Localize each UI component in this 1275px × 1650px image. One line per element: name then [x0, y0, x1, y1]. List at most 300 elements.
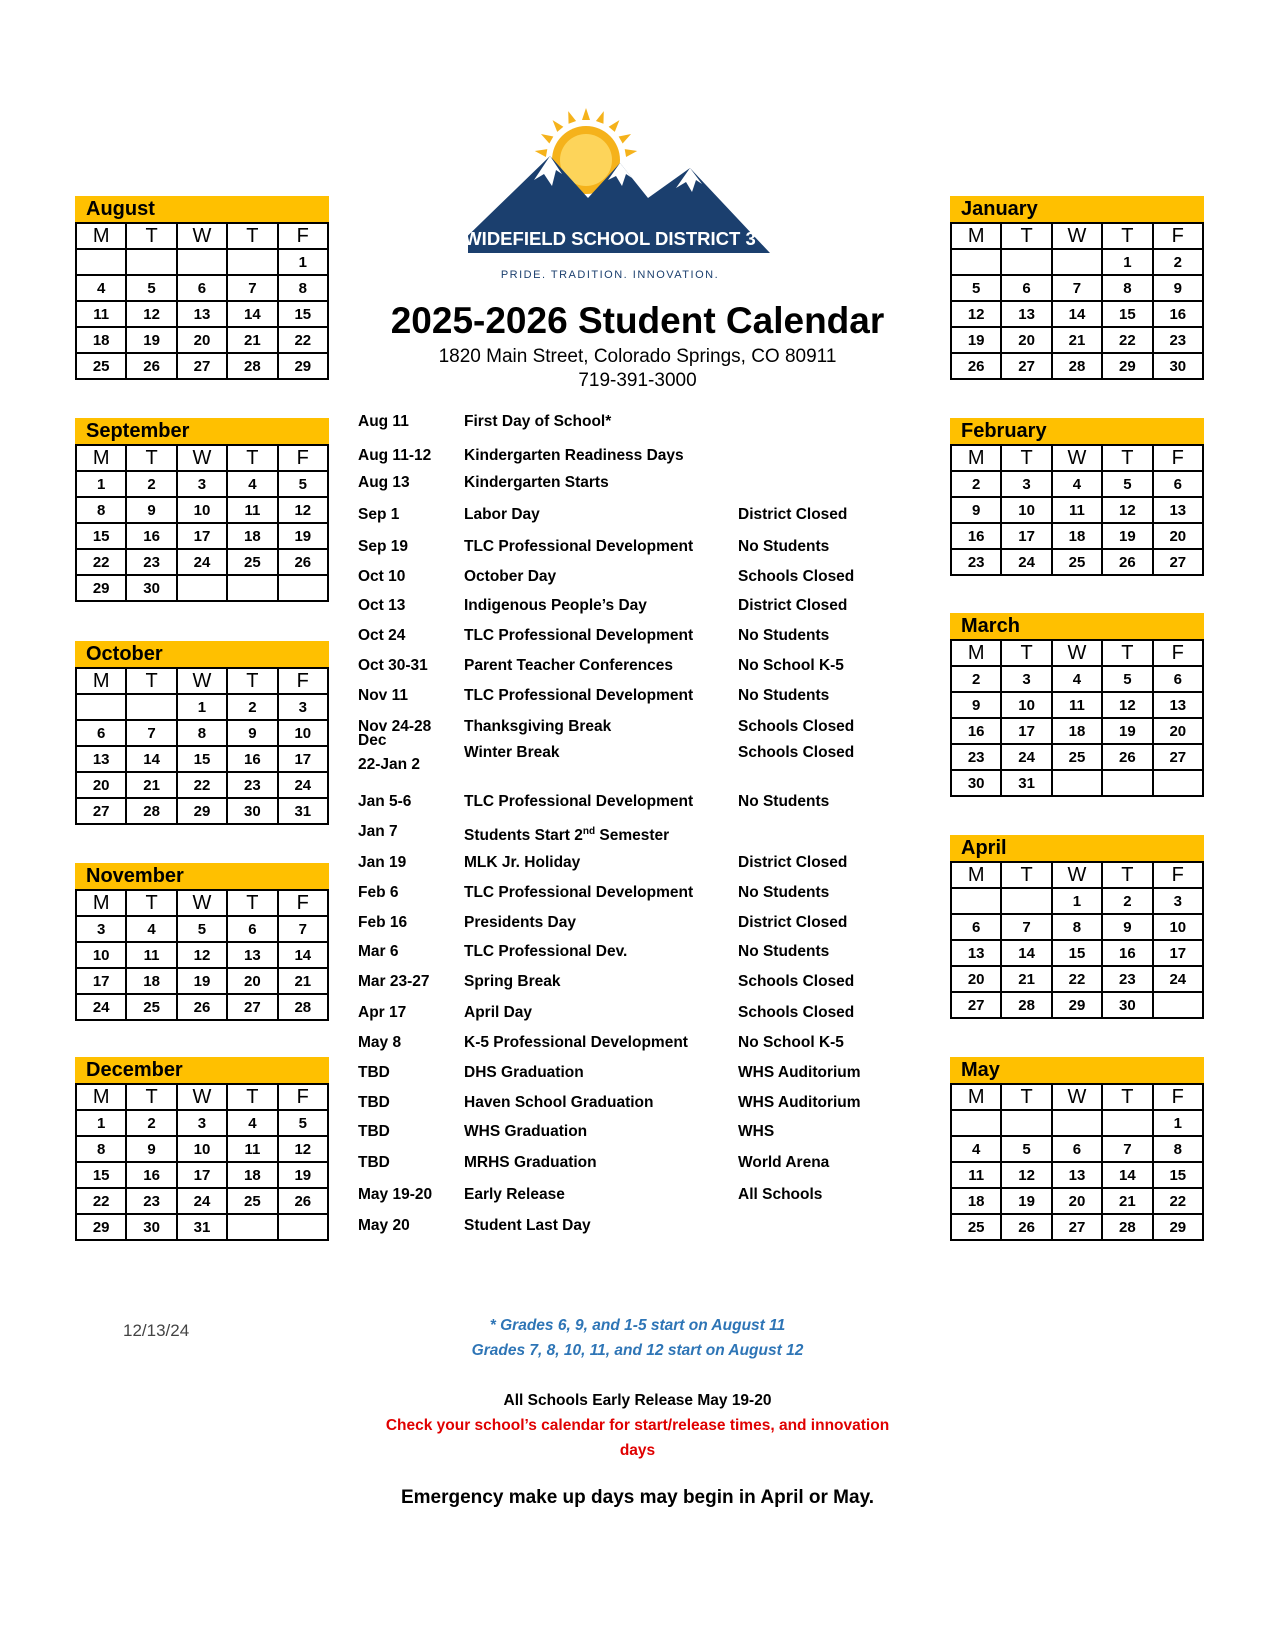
- week-row: [76, 1110, 328, 1136]
- day-cell: 3: [177, 1110, 227, 1136]
- week-row: [951, 888, 1203, 914]
- day-cell: 3: [278, 694, 328, 720]
- day-cell: 23: [227, 772, 277, 798]
- day-cell: 8: [1153, 1136, 1203, 1162]
- weekday-header: F: [1153, 1084, 1203, 1110]
- weekday-header: F: [278, 445, 328, 471]
- event-date: TBD: [358, 1123, 390, 1140]
- day-cell: 2: [126, 471, 176, 497]
- event-note: Schools Closed: [738, 744, 855, 761]
- day-cell: 14: [1052, 301, 1102, 327]
- event-date: May 8: [358, 1034, 402, 1051]
- week-row: [76, 968, 328, 994]
- day-cell: 8: [76, 1136, 126, 1162]
- event-date: May 19-20: [358, 1186, 433, 1203]
- day-cell: 11: [951, 1162, 1001, 1188]
- day-cell: 10: [1001, 692, 1051, 718]
- day-cell: 9: [951, 692, 1001, 718]
- day-cell: 7: [227, 275, 277, 301]
- day-cell: [177, 575, 227, 601]
- weekday-header: M: [76, 1084, 126, 1110]
- day-cell: 30: [126, 575, 176, 601]
- weekday-header: T: [1001, 1084, 1051, 1110]
- day-cell: 9: [1153, 275, 1203, 301]
- day-cell: 7: [278, 916, 328, 942]
- event-note: No Students: [738, 943, 830, 960]
- event-date: Sep 19: [358, 538, 408, 555]
- week-row: [76, 523, 328, 549]
- day-cell: 31: [1001, 770, 1051, 796]
- weekday-header: W: [177, 445, 227, 471]
- month-name: September: [75, 418, 329, 444]
- check-calendar-note-2: days: [619, 1442, 656, 1459]
- weekday-header: M: [76, 445, 126, 471]
- calendar-october: [75, 641, 329, 825]
- weekday-header: M: [76, 890, 126, 916]
- day-cell: 19: [1102, 523, 1152, 549]
- day-cell: 25: [227, 1188, 277, 1214]
- week-row: [951, 666, 1203, 692]
- weekday-header: T: [1102, 1084, 1152, 1110]
- day-cell: 18: [1052, 718, 1102, 744]
- day-cell: 10: [278, 720, 328, 746]
- day-cell: 27: [1001, 353, 1051, 379]
- day-cell: 4: [126, 916, 176, 942]
- day-cell: 30: [1153, 353, 1203, 379]
- day-cell: 5: [177, 916, 227, 942]
- event-date: Sep 1: [358, 506, 400, 523]
- day-cell: 29: [1153, 1214, 1203, 1240]
- day-cell: 6: [1153, 666, 1203, 692]
- week-row: [76, 1162, 328, 1188]
- weekday-header: T: [1001, 445, 1051, 471]
- day-cell: 26: [177, 994, 227, 1020]
- event-name: Labor Day: [464, 506, 540, 523]
- event-note: No School K-5: [738, 657, 844, 674]
- day-cell: 29: [1052, 992, 1102, 1018]
- day-cell: [951, 1110, 1001, 1136]
- week-row: [76, 327, 328, 353]
- event-name: Students Start 2nd Semester: [464, 826, 670, 845]
- week-row: [76, 471, 328, 497]
- day-cell: 8: [177, 720, 227, 746]
- event-name: K-5 Professional Development: [464, 1034, 688, 1051]
- week-row: [76, 1214, 328, 1240]
- day-cell: 10: [177, 497, 227, 523]
- weekday-header: T: [126, 445, 176, 471]
- day-cell: [1153, 770, 1203, 796]
- day-cell: 25: [227, 549, 277, 575]
- event-name: April Day: [464, 1004, 533, 1021]
- day-cell: 27: [951, 992, 1001, 1018]
- weekday-header: T: [1102, 445, 1152, 471]
- calendar-march: [950, 613, 1204, 797]
- weekday-header: F: [278, 223, 328, 249]
- day-cell: 11: [76, 301, 126, 327]
- event-date: Mar 23-27: [358, 973, 430, 990]
- day-cell: 5: [278, 1110, 328, 1136]
- event-date: Oct 24: [358, 627, 406, 644]
- event-date: Oct 10: [358, 568, 406, 585]
- day-cell: 10: [1153, 914, 1203, 940]
- day-cell: 30: [1102, 992, 1152, 1018]
- weekday-header: W: [1052, 445, 1102, 471]
- week-row: [76, 720, 328, 746]
- day-cell: 25: [126, 994, 176, 1020]
- day-cell: 8: [278, 275, 328, 301]
- event-date: Jan 19: [358, 854, 407, 871]
- event-name: TLC Professional Development: [464, 627, 694, 644]
- weekday-header: F: [1153, 640, 1203, 666]
- event-date: Aug 11: [358, 413, 409, 430]
- week-row: [76, 916, 328, 942]
- weekday-header: M: [951, 223, 1001, 249]
- day-cell: 1: [278, 249, 328, 275]
- event-note: All Schools: [738, 1186, 823, 1203]
- day-cell: 29: [76, 575, 126, 601]
- event-date: Mar 6: [358, 943, 399, 960]
- week-row: [951, 497, 1203, 523]
- weekday-header: T: [1102, 862, 1152, 888]
- day-cell: 9: [1102, 914, 1152, 940]
- day-cell: [227, 1214, 277, 1240]
- day-cell: 20: [1153, 523, 1203, 549]
- day-cell: [1102, 770, 1152, 796]
- day-cell: 26: [278, 1188, 328, 1214]
- weekday-header: T: [126, 1084, 176, 1110]
- day-cell: 1: [76, 1110, 126, 1136]
- week-row: [76, 1188, 328, 1214]
- day-cell: 13: [1052, 1162, 1102, 1188]
- day-cell: 7: [126, 720, 176, 746]
- day-cell: [1052, 770, 1102, 796]
- event-name: TLC Professional Development: [464, 793, 694, 810]
- day-cell: 26: [278, 549, 328, 575]
- week-row: [951, 692, 1203, 718]
- weekday-header: T: [1001, 862, 1051, 888]
- day-cell: 24: [177, 549, 227, 575]
- week-row: [76, 746, 328, 772]
- day-cell: 2: [126, 1110, 176, 1136]
- day-cell: 20: [76, 772, 126, 798]
- day-cell: 17: [1153, 940, 1203, 966]
- day-cell: 28: [278, 994, 328, 1020]
- week-row: [951, 301, 1203, 327]
- day-cell: 27: [1153, 744, 1203, 770]
- weekday-header: T: [227, 445, 277, 471]
- day-cell: [126, 694, 176, 720]
- day-cell: [278, 575, 328, 601]
- day-cell: 26: [951, 353, 1001, 379]
- event-date: Aug 13: [358, 474, 410, 491]
- page-title: 2025-2026 Student Calendar: [390, 300, 885, 341]
- event-note: No Students: [738, 538, 830, 555]
- day-cell: 16: [126, 523, 176, 549]
- day-cell: 21: [1102, 1188, 1152, 1214]
- day-cell: 6: [227, 916, 277, 942]
- day-cell: 29: [278, 353, 328, 379]
- week-row: [76, 694, 328, 720]
- day-cell: 7: [1001, 914, 1051, 940]
- day-cell: 12: [1102, 692, 1152, 718]
- day-cell: 27: [1153, 549, 1203, 575]
- month-name: March: [950, 613, 1204, 639]
- day-cell: 7: [1052, 275, 1102, 301]
- grade-start-note-1: * Grades 6, 9, and 1-5 start on August 11: [489, 1317, 786, 1334]
- day-cell: 5: [1102, 666, 1152, 692]
- week-row: [951, 471, 1203, 497]
- event-note: District Closed: [738, 854, 848, 871]
- day-cell: 18: [227, 523, 277, 549]
- week-row: [76, 798, 328, 824]
- weekday-header: T: [126, 668, 176, 694]
- event-date: Nov 24-28: [358, 718, 432, 735]
- day-cell: 6: [1052, 1136, 1102, 1162]
- weekday-header: F: [1153, 445, 1203, 471]
- day-cell: 4: [1052, 471, 1102, 497]
- day-cell: 8: [1102, 275, 1152, 301]
- day-cell: 1: [76, 471, 126, 497]
- weekday-header: W: [1052, 1084, 1102, 1110]
- tagline: PRIDE. TRADITION. INNOVATION.: [500, 269, 720, 281]
- event-note: District Closed: [738, 914, 848, 931]
- event-date: Jan 5-6: [358, 793, 412, 810]
- weekday-header: M: [951, 445, 1001, 471]
- day-cell: 29: [177, 798, 227, 824]
- week-row: [951, 1110, 1203, 1136]
- event-name: WHS Graduation: [464, 1123, 588, 1140]
- day-cell: [951, 249, 1001, 275]
- day-cell: 24: [177, 1188, 227, 1214]
- weekday-header: M: [951, 1084, 1001, 1110]
- event-name: Haven School Graduation: [464, 1094, 654, 1111]
- weekday-header: T: [126, 890, 176, 916]
- day-cell: 9: [951, 497, 1001, 523]
- weekday-header: F: [278, 668, 328, 694]
- day-cell: 10: [177, 1136, 227, 1162]
- day-cell: 20: [227, 968, 277, 994]
- calendar-january: [950, 196, 1204, 380]
- weekday-header: W: [177, 890, 227, 916]
- event-date: Jan 7: [358, 823, 398, 840]
- day-cell: 12: [951, 301, 1001, 327]
- day-cell: 6: [177, 275, 227, 301]
- week-row: [951, 327, 1203, 353]
- day-cell: 17: [177, 1162, 227, 1188]
- day-cell: 15: [177, 746, 227, 772]
- day-cell: 21: [278, 968, 328, 994]
- event-date: TBD: [358, 1154, 390, 1171]
- day-cell: 28: [227, 353, 277, 379]
- day-cell: 11: [1052, 692, 1102, 718]
- day-cell: 18: [951, 1188, 1001, 1214]
- event-date: 22-Jan 2: [358, 756, 421, 773]
- event-date: Feb 6: [358, 884, 399, 901]
- calendar-september: [75, 418, 329, 602]
- calendar-december: [75, 1057, 329, 1241]
- event-note: WHS Auditorium: [738, 1064, 861, 1081]
- week-row: [951, 1162, 1203, 1188]
- day-cell: 27: [76, 798, 126, 824]
- day-cell: 22: [278, 327, 328, 353]
- day-cell: 12: [126, 301, 176, 327]
- day-cell: 10: [1001, 497, 1051, 523]
- week-row: [951, 1214, 1203, 1240]
- day-cell: 1: [1153, 1110, 1203, 1136]
- day-cell: 12: [278, 1136, 328, 1162]
- day-cell: 19: [177, 968, 227, 994]
- day-cell: 17: [177, 523, 227, 549]
- day-cell: 18: [227, 1162, 277, 1188]
- day-cell: [1001, 1110, 1051, 1136]
- day-cell: 13: [951, 940, 1001, 966]
- weekday-header: T: [227, 668, 277, 694]
- weekday-header: W: [1052, 862, 1102, 888]
- day-cell: 22: [1052, 966, 1102, 992]
- event-name: TLC Professional Dev.: [464, 943, 628, 960]
- event-name: Student Last Day: [464, 1217, 591, 1234]
- phone: 719-391-3000: [578, 370, 697, 391]
- month-name: October: [75, 641, 329, 667]
- day-cell: 8: [76, 497, 126, 523]
- weekday-header: W: [177, 668, 227, 694]
- day-cell: 12: [177, 942, 227, 968]
- day-cell: 25: [1052, 549, 1102, 575]
- event-name: MRHS Graduation: [464, 1154, 597, 1171]
- day-cell: 21: [126, 772, 176, 798]
- week-row: [76, 575, 328, 601]
- day-cell: 19: [1001, 1188, 1051, 1214]
- day-cell: 20: [177, 327, 227, 353]
- address: 1820 Main Street, Colorado Springs, CO 80911: [438, 346, 837, 367]
- month-name: August: [75, 196, 329, 222]
- day-cell: [1052, 1110, 1102, 1136]
- event-name: Indigenous People’s Day: [464, 597, 647, 614]
- district-name: WIDEFIELD SCHOOL DISTRICT 3: [468, 228, 756, 249]
- calendar-november: [75, 863, 329, 1021]
- week-row: [951, 549, 1203, 575]
- day-cell: 11: [126, 942, 176, 968]
- day-cell: 20: [1052, 1188, 1102, 1214]
- event-note: No Students: [738, 627, 830, 644]
- day-cell: 10: [76, 942, 126, 968]
- weekday-header: T: [1102, 223, 1152, 249]
- day-cell: 16: [951, 718, 1001, 744]
- day-cell: 3: [177, 471, 227, 497]
- day-cell: 7: [1102, 1136, 1152, 1162]
- day-cell: 28: [1102, 1214, 1152, 1240]
- event-name: Early Release: [464, 1186, 565, 1203]
- day-cell: [951, 888, 1001, 914]
- day-cell: 15: [76, 1162, 126, 1188]
- month-name: December: [75, 1057, 329, 1083]
- event-date: Nov 11: [358, 687, 408, 704]
- day-cell: 5: [951, 275, 1001, 301]
- weekday-header: M: [76, 668, 126, 694]
- week-row: [951, 353, 1203, 379]
- day-cell: 3: [1001, 471, 1051, 497]
- event-name: TLC Professional Development: [464, 687, 694, 704]
- day-cell: 21: [1001, 966, 1051, 992]
- day-cell: 22: [1153, 1188, 1203, 1214]
- day-cell: 16: [951, 523, 1001, 549]
- week-row: [76, 275, 328, 301]
- day-cell: 18: [76, 327, 126, 353]
- event-date: TBD: [358, 1064, 390, 1081]
- day-cell: 17: [1001, 523, 1051, 549]
- day-cell: [227, 249, 277, 275]
- day-cell: 1: [1052, 888, 1102, 914]
- early-release-note: All Schools Early Release May 19-20: [503, 1392, 772, 1409]
- event-name: MLK Jr. Holiday: [464, 854, 581, 871]
- week-row: [951, 523, 1203, 549]
- day-cell: 2: [951, 471, 1001, 497]
- event-name: Kindergarten Starts: [464, 474, 609, 491]
- event-date: Oct 30-31: [358, 657, 428, 674]
- weekday-header: W: [177, 223, 227, 249]
- day-cell: 14: [1102, 1162, 1152, 1188]
- day-cell: 23: [951, 549, 1001, 575]
- week-row: [76, 249, 328, 275]
- day-cell: 16: [126, 1162, 176, 1188]
- week-row: [951, 744, 1203, 770]
- day-cell: 14: [126, 746, 176, 772]
- day-cell: 20: [951, 966, 1001, 992]
- event-note: No Students: [738, 884, 830, 901]
- event-name: Kindergarten Readiness Days: [464, 447, 684, 464]
- day-cell: 23: [1102, 966, 1152, 992]
- weekday-header: F: [278, 1084, 328, 1110]
- event-note: No Students: [738, 687, 830, 704]
- day-cell: [227, 575, 277, 601]
- week-row: [76, 942, 328, 968]
- day-cell: 28: [1001, 992, 1051, 1018]
- day-cell: 2: [1153, 249, 1203, 275]
- week-row: [951, 914, 1203, 940]
- day-cell: [1001, 888, 1051, 914]
- weekday-header: M: [76, 223, 126, 249]
- week-row: [76, 301, 328, 327]
- event-note: WHS Auditorium: [738, 1094, 861, 1111]
- event-name: TLC Professional Development: [464, 884, 694, 901]
- event-date: Oct 13: [358, 597, 406, 614]
- month-name: January: [950, 196, 1204, 222]
- day-cell: 14: [1001, 940, 1051, 966]
- calendar-february: [950, 418, 1204, 576]
- day-cell: 27: [1052, 1214, 1102, 1240]
- day-cell: 23: [951, 744, 1001, 770]
- week-row: [76, 353, 328, 379]
- day-cell: [1102, 1110, 1152, 1136]
- day-cell: 22: [76, 1188, 126, 1214]
- event-name: DHS Graduation: [464, 1064, 584, 1081]
- day-cell: 16: [227, 746, 277, 772]
- day-cell: 19: [126, 327, 176, 353]
- event-date: Apr 17: [358, 1004, 407, 1021]
- weekday-header: M: [951, 640, 1001, 666]
- week-row: [76, 772, 328, 798]
- day-cell: 9: [126, 497, 176, 523]
- event-name: Parent Teacher Conferences: [464, 657, 674, 674]
- day-cell: 24: [76, 994, 126, 1020]
- day-cell: 28: [1052, 353, 1102, 379]
- day-cell: 27: [177, 353, 227, 379]
- day-cell: [1052, 249, 1102, 275]
- month-name: May: [950, 1057, 1204, 1083]
- day-cell: 22: [1102, 327, 1152, 353]
- day-cell: 31: [177, 1214, 227, 1240]
- event-note: No School K-5: [738, 1034, 844, 1051]
